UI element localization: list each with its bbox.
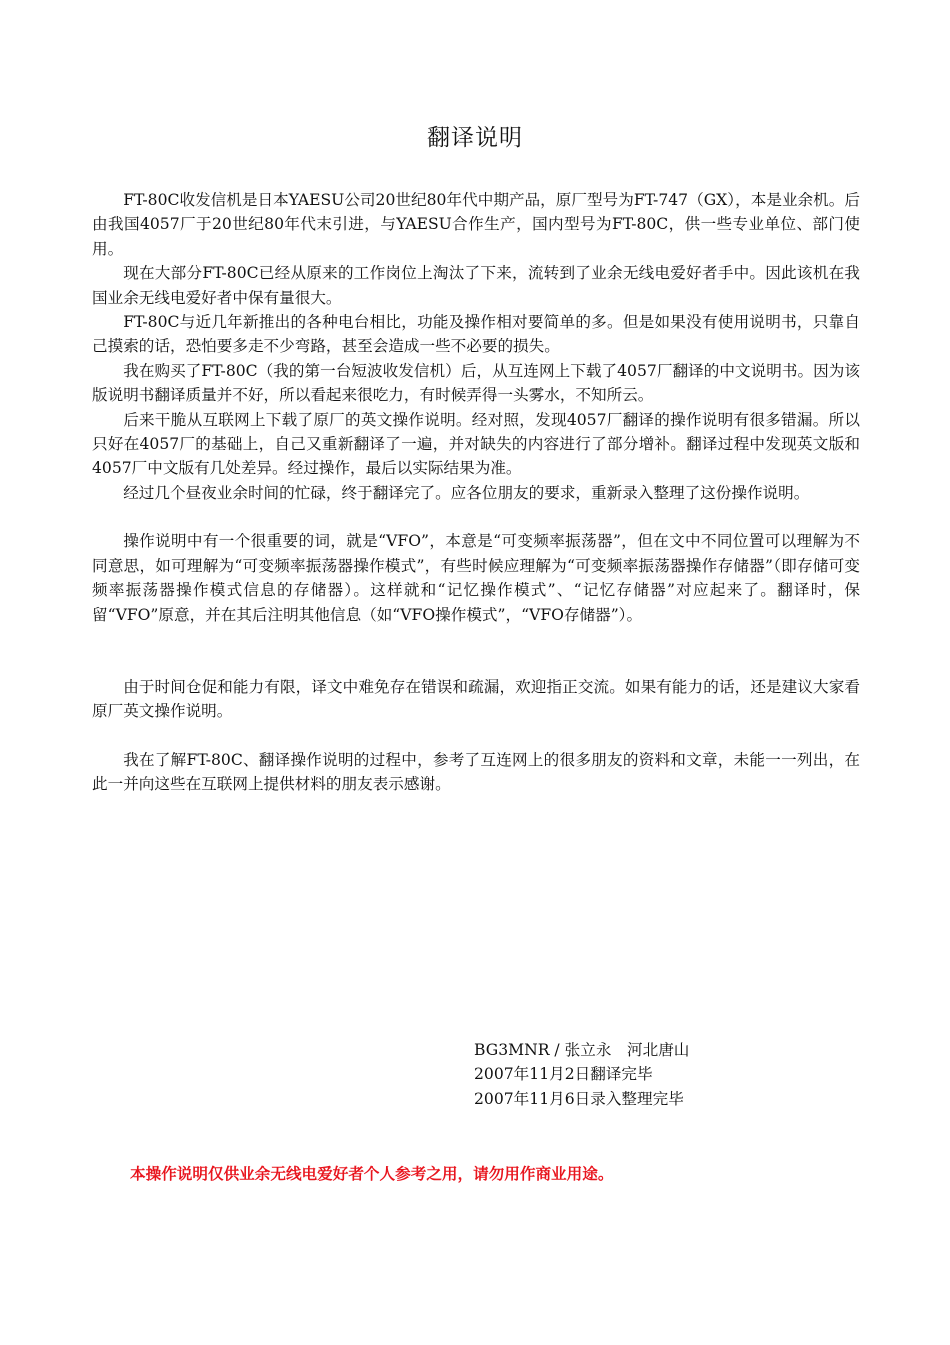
- signature-compiled-date: 2007年11月6日录入整理完毕: [474, 1089, 684, 1108]
- paragraph-vfo-note: 操作说明中有一个很重要的词，就是“VFO”，本意是“可变频率振荡器”，但在文中不同位置可以理解为不同意思，如可理解为“可变频率振荡器操作模式”，有些时候应理解为“可变频率振荡器操作存储器”（即存储可变频率振荡器操作模式信息的存储器）。这样就和“记忆操作模式”、“记忆存储器”对应起来了。翻译时，保留“VFO”原意，并在其后注明其他信息（如“VFO操作模式”，“VFO存储器”）。: [92, 532, 860, 624]
- signature-block: [474, 1038, 689, 1111]
- paragraph-origin: FT-80C收发信机是日本YAESU公司20世纪80年代中期产品，原厂型号为FT-747（GX），本是业余机。后由我国4057厂于20世纪80年代末引进，与YAESU合作生产，国内型号为FT-80C，供一些专业单位、部门使用。: [92, 191, 860, 258]
- paragraph-completion: 经过几个昼夜业余时间的忙碌，终于翻译完了。应各位朋友的要求，重新录入整理了这份操作说明。: [123, 483, 810, 502]
- signature-author: BG3MNR / 张立永 河北唐山: [474, 1041, 690, 1059]
- paragraph-comparison: FT-80C与近几年新推出的各种电台相比，功能及操作相对要简单的多。但是如果没有使用说明书，只靠自己摸索的话，恐怕要多走不少弯路，甚至会造成一些不必要的损失。: [92, 313, 860, 356]
- paragraph-purchase: 我在购买了FT-80C（我的第一台短波收发信机）后，从互连网上下载了4057厂翻译的中文说明书。因为该版说明书翻译质量并不好，所以看起来很吃力，有时候弄得一头雾水，不知所云。: [92, 361, 860, 405]
- document-title: 翻译说明: [427, 125, 523, 151]
- paragraph-acknowledgement: 我在了解FT-80C、翻译操作说明的过程中，参考了互连网上的很多朋友的资料和文章，未能一一列出，在此一并向这些在互联网上提供材料的朋友表示感谢。: [92, 750, 860, 794]
- signature-translated-date: 2007年11月2日翻译完毕: [474, 1065, 653, 1084]
- paragraph-current-status: 现在大部分FT-80C已经从原来的工作岗位上淘汰了下来，流转到了业余无线电爱好者手中。因此该机在我国业余无线电爱好者中保有量很大。: [92, 264, 860, 307]
- spacer: [92, 724, 860, 748]
- usage-notice: 本操作说明仅供业余无线电爱好者个人参考之用，请勿用作商业用途。: [130, 1164, 614, 1183]
- document-body: [92, 188, 860, 797]
- paragraph-disclaimer: 由于时间仓促和能力有限，译文中难免存在错误和疏漏，欢迎指正交流。如果有能力的话，还是建议大家看原厂英文操作说明。: [92, 677, 860, 721]
- paragraph-retranslation: 后来干脆从互联网上下载了原厂的英文操作说明。经对照，发现4057厂翻译的操作说明有很多错漏。所以只好在4057厂的基础上，自己又重新翻译了一遍，并对缺失的内容进行了部分增补。翻译过程中发现英文版和4057厂中文版有几处差异。经过操作，最后以实际结果为准。: [92, 410, 860, 478]
- spacer: [92, 627, 860, 675]
- spacer: [92, 505, 860, 529]
